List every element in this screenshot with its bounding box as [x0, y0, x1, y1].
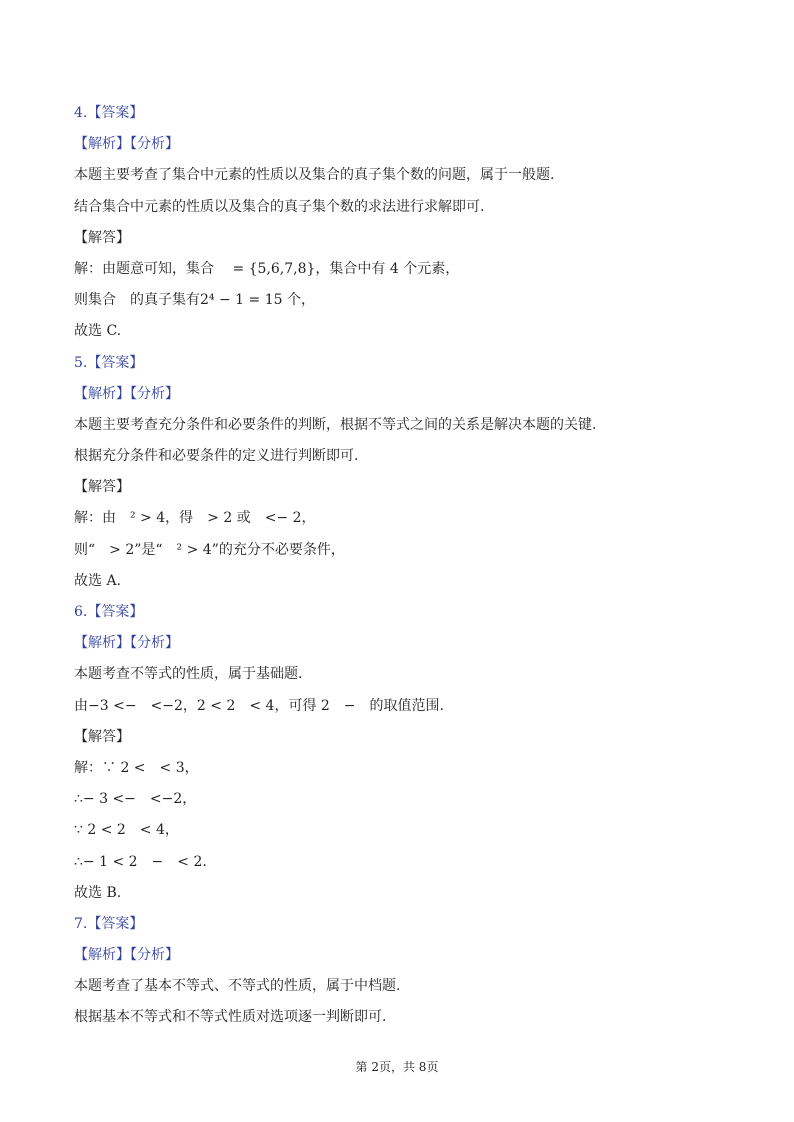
text-line: 则集合 的真子集有2⁴ − 1 = 15 个，	[74, 292, 315, 309]
text-line: 解：∵ 2 < < 3，	[74, 759, 199, 776]
text-line: 本题主要考查充分条件和必要条件的判断，根据不等式之间的关系是解决本题的关键.	[74, 416, 597, 433]
text-line: 根据充分条件和必要条件的定义进行判断即可.	[74, 448, 359, 465]
text-line: ∵ 2 < 2 < 4，	[74, 822, 179, 839]
text-line: 【解析】【分析】	[74, 385, 179, 402]
page-footer: 第 2页，共 8页	[355, 1060, 439, 1074]
text-line: 本题主要考查了集合中元素的性质以及集合的真子集个数的问题，属于一般题.	[74, 167, 555, 184]
text-line: 故选 A.	[74, 572, 122, 589]
text-line: 解：由题意可知，集合 = {5,6,7,8}，集合中有 4 个元素，	[74, 260, 460, 277]
text-line: 故选 B.	[74, 884, 122, 901]
text-line: 解：由 ² > 4，得 > 2 或 <− 2，	[74, 510, 316, 527]
text-line: 【解析】【分析】	[74, 136, 179, 153]
text-line: 【解答】	[74, 229, 130, 246]
text-line: 5.【答案】	[74, 354, 144, 371]
text-line: 【解答】	[74, 479, 130, 496]
text-line: 结合集合中元素的性质以及集合的真子集个数的求法进行求解即可.	[74, 198, 485, 215]
text-line: ∴− 1 < 2 − < 2.	[74, 853, 207, 870]
text-line: 由−3 <− <−2，2 < 2 < 4，可得 2 − 的取值范围.	[74, 697, 444, 714]
text-line: ∴− 3 <− <−2，	[74, 791, 197, 808]
text-line: 本题考查了基本不等式、不等式的性质，属于中档题.	[74, 978, 401, 995]
text-line: 6.【答案】	[74, 604, 144, 620]
document-body	[74, 98, 734, 1034]
text-line: 4.【答案】	[74, 105, 144, 121]
text-line: 7.【答案】	[74, 915, 144, 932]
text-line: 【解析】【分析】	[74, 635, 179, 652]
text-line: 则“ > 2”是“ ² > 4”的充分不必要条件，	[74, 541, 345, 558]
text-line: 本题考查不等式的性质，属于基础题.	[74, 666, 303, 683]
text-line: 【解答】	[74, 728, 130, 745]
text-line: 故选 C.	[74, 323, 122, 340]
text-line: 根据基本不等式和不等式性质对选项逐一判断即可.	[74, 1009, 387, 1026]
text-line: 【解析】【分析】	[74, 947, 179, 964]
